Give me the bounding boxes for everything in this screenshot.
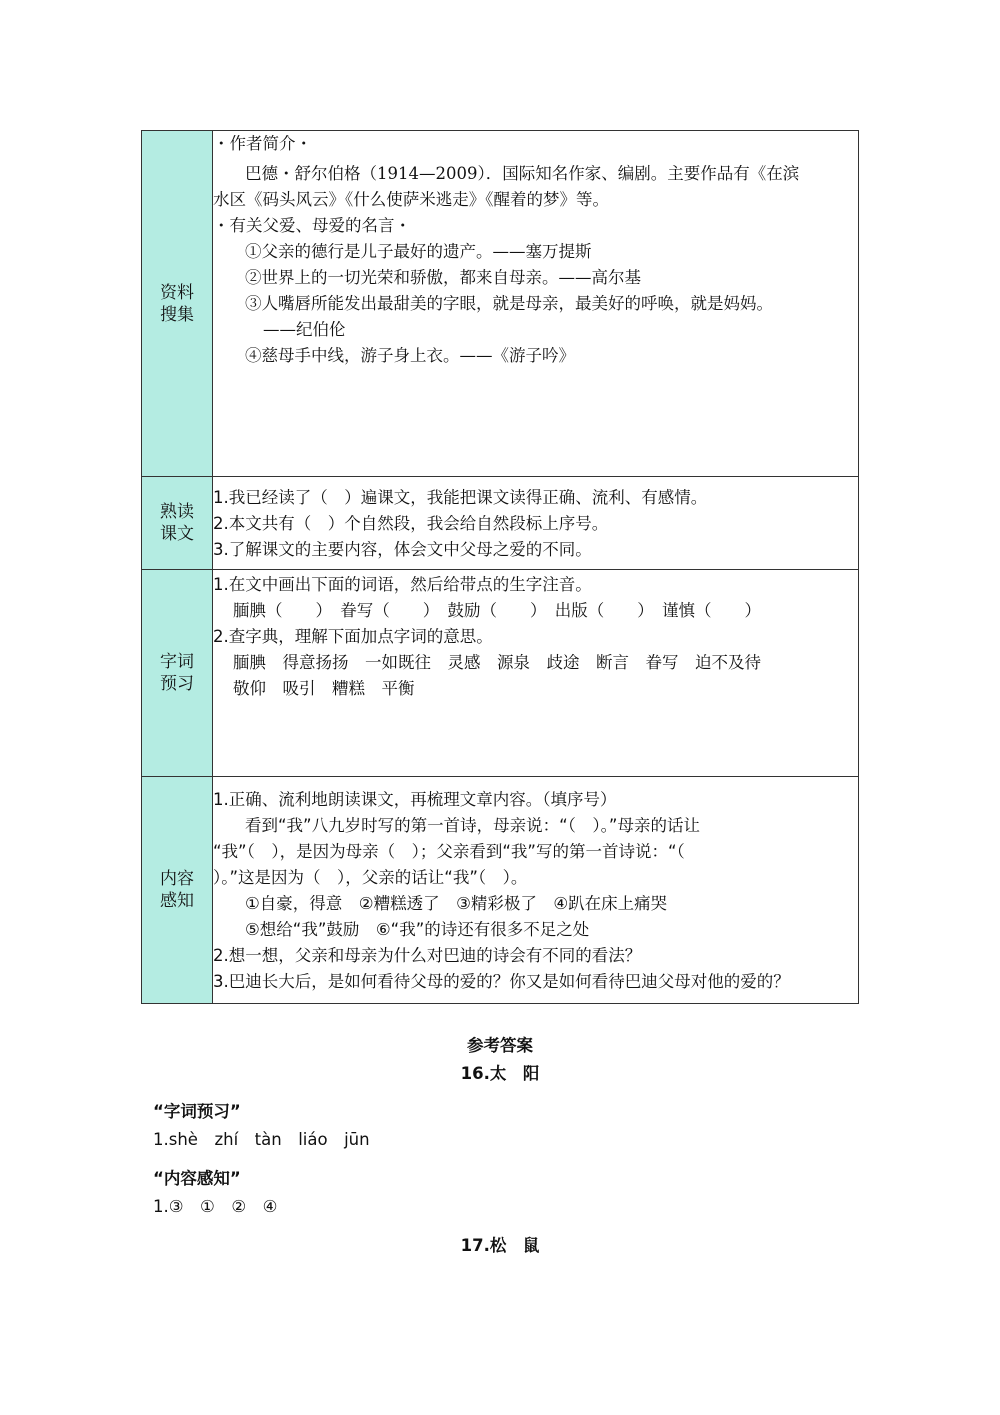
label-line: 字词: [160, 652, 194, 672]
materials-content: [213, 131, 859, 477]
label-line: 感知: [160, 891, 194, 911]
author-bio-line: 水区《码头风云》《什么使萨米逃走》《醒着的梦》等。: [213, 190, 609, 209]
vocab-task: 2.查字典，理解下面加点字词的意思。: [213, 627, 493, 646]
answer-section-title: “内容感知”: [153, 1169, 241, 1188]
content-task: 2.想一想，父亲和母亲为什么对巴迪的诗会有不同的看法？: [213, 946, 642, 965]
row-content: [142, 777, 859, 1004]
quotes-heading: ・有关父爱、母爱的名言・: [213, 216, 411, 235]
lesson-17-title: 17.松 鼠: [460, 1236, 540, 1255]
reading-item: 1.我已经读了（ ）遍课文，我能把课文读得正确、流利、有感情。: [213, 488, 708, 507]
answer-section-title: “字词预习”: [153, 1102, 241, 1121]
content-passage: ）。”这是因为（ ），父亲的话让“我”（ ）。: [213, 868, 528, 887]
row-vocab: [142, 570, 859, 777]
content-perception: [213, 777, 859, 1004]
label-line: 内容: [160, 869, 194, 889]
lesson-16-title: 16.太 阳: [460, 1064, 540, 1083]
content-passage: “我”（ ），是因为母亲（ ）；父亲看到“我”写的第一首诗说：“（: [213, 842, 685, 861]
label-line: 搜集: [160, 304, 194, 325]
label-line: 预习: [160, 674, 194, 694]
vocab-words: 敬仰 吸引 糟糕 平衡: [233, 679, 415, 698]
label-materials: [142, 131, 213, 477]
content-task: 1.正确、流利地朗读课文，再梳理文章内容。（填序号）: [213, 790, 617, 809]
row-materials: [142, 131, 859, 477]
quote-item: ④慈母手中线，游子身上衣。——《游子吟》: [245, 346, 575, 365]
label-vocab: [142, 570, 213, 777]
content-task: 3.巴迪长大后，是如何看待父母的爱的？你又是如何看待巴迪父母对他的爱的？: [213, 972, 790, 991]
reading-item: 3.了解课文的主要内容，体会文中父母之爱的不同。: [213, 540, 592, 559]
row-reading: [142, 477, 859, 570]
vocab-task: 1.在文中画出下面的词语，然后给带点的生字注音。: [213, 575, 592, 594]
content-passage: 看到“我”八九岁时写的第一首诗，母亲说：“（ ）。”母亲的话让: [245, 816, 700, 835]
label-line: 熟读: [160, 502, 194, 522]
author-bio-line: 巴德・舒尔伯格（1914—2009）．国际知名作家、编剧。主要作品有《在滨: [245, 164, 800, 183]
label-reading: [142, 477, 213, 570]
label-line: 课文: [160, 524, 194, 544]
content-options: ①自豪，得意 ②糟糕透了 ③精彩极了 ④趴在床上痛哭: [245, 894, 668, 913]
content-options: ⑤想给“我”鼓励 ⑥“我”的诗还有很多不足之处: [245, 920, 590, 939]
quote-attribution: ——纪伯伦: [263, 320, 346, 339]
vocab-words: 腼腆 得意扬扬 一如既往 灵感 源泉 歧途 断言 眷写 迫不及待: [233, 653, 761, 672]
author-heading: ・作者简介・: [213, 134, 312, 153]
answers-title: 参考答案: [467, 1036, 533, 1055]
preview-table: [141, 130, 859, 1004]
reading-item: 2.本文共有（ ）个自然段，我会给自然段标上序号。: [213, 514, 609, 533]
label-line: 资料: [160, 282, 194, 303]
reading-content: [213, 477, 859, 570]
label-content: [142, 777, 213, 1004]
vocab-words: 腼腆（ ） 眷写（ ） 鼓励（ ） 出版（ ） 谨慎（ ）: [233, 601, 761, 620]
quote-item: ③人嘴唇所能发出最甜美的字眼，就是母亲，最美好的呼唤，就是妈妈。: [245, 294, 773, 313]
vocab-content: [213, 570, 859, 777]
answer-order: 1.③ ① ② ④: [153, 1197, 278, 1216]
quote-item: ②世界上的一切光荣和骄傲，都来自母亲。——高尔基: [245, 268, 641, 287]
answer-pinyin: 1.shè zhí tàn liáo jūn: [153, 1130, 370, 1149]
quote-item: ①父亲的德行是儿子最好的遗产。——塞万提斯: [245, 242, 592, 261]
